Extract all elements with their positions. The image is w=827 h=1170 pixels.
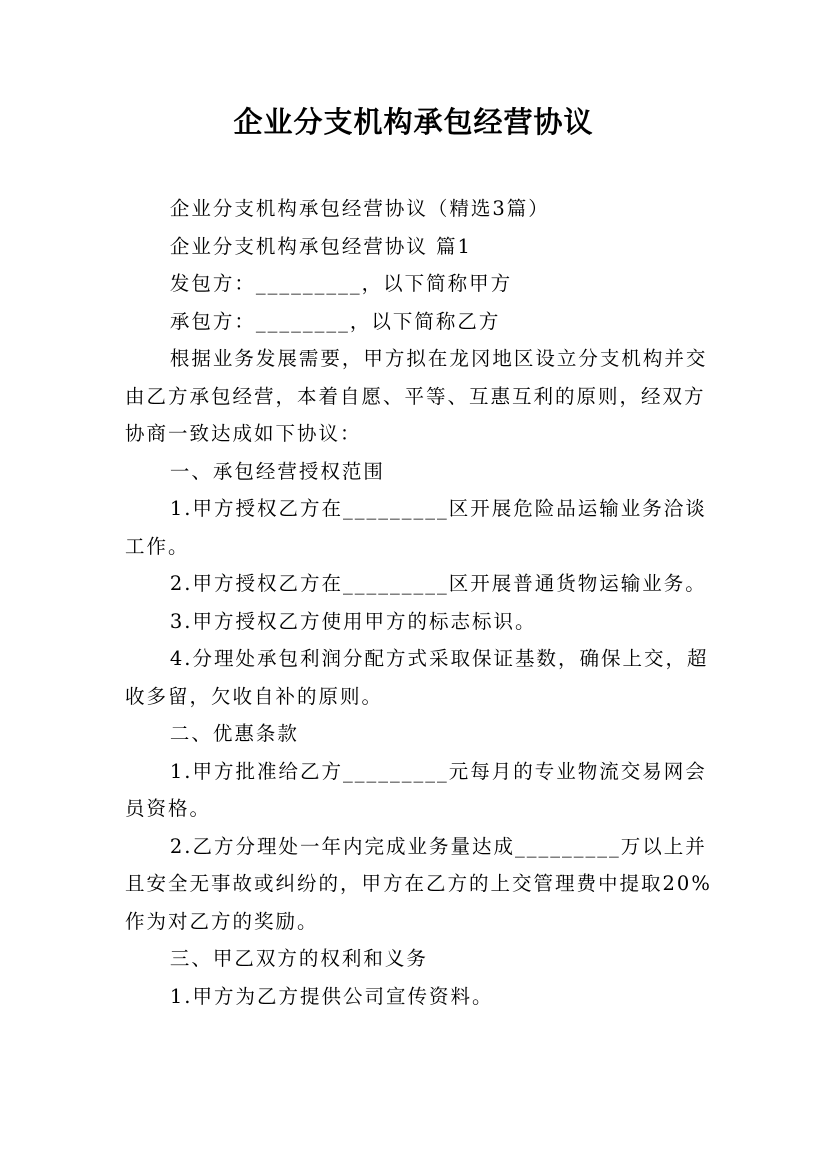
paragraph-heading-rights: 三、甲乙双方的权利和义务 (169, 947, 428, 970)
paragraph-clause-1-2: 2.甲方授权乙方在_________区开展普通货物运输业务。 (169, 572, 707, 595)
paragraph-subtitle: 企业分支机构承包经营协议（精选3篇） (169, 197, 550, 220)
paragraph-heading-scope: 一、承包经营授权范围 (169, 459, 385, 483)
paragraph-clause-2-2: 2.乙方分理处一年内完成业务量达成_________万以上并且安全无事故或纠纷的，甲方在乙方的上交管理费中提取20%作为对乙方的奖励。 (125, 834, 712, 933)
paragraph-clause-1-4: 4.分理处承包利润分配方式采取保证基数，确保上交，超收多留，欠收自补的原则。 (125, 647, 709, 708)
paragraph-clause-2-1: 1.甲方批准给乙方_________元每月的专业物流交易网会员资格。 (125, 759, 707, 820)
paragraph-contractor: 发包方：_________，以下简称甲方 (169, 272, 513, 295)
document-body (125, 190, 715, 1015)
paragraph-section-heading: 企业分支机构承包经营协议 篇1 (169, 234, 472, 258)
paragraph-clause-1-1: 1.甲方授权乙方在_________区开展危险品运输业务洽谈工作。 (125, 497, 707, 558)
paragraph-clause-1-3: 3.甲方授权乙方使用甲方的标志标识。 (169, 609, 537, 633)
paragraph-heading-terms: 二、优惠条款 (169, 722, 299, 745)
paragraph-contractee: 承包方：________，以下简称乙方 (169, 309, 501, 333)
paragraph-clause-3-1: 1.甲方为乙方提供公司宣传资料。 (169, 984, 494, 1008)
paragraph-preamble: 根据业务发展需要，甲方拟在龙冈地区设立分支机构并交由乙方承包经营，本着自愿、平等、互惠互利的原则，经双方协商一致达成如下协议： (125, 347, 708, 445)
document-title: 企业分支机构承包经营协议 (233, 105, 594, 139)
